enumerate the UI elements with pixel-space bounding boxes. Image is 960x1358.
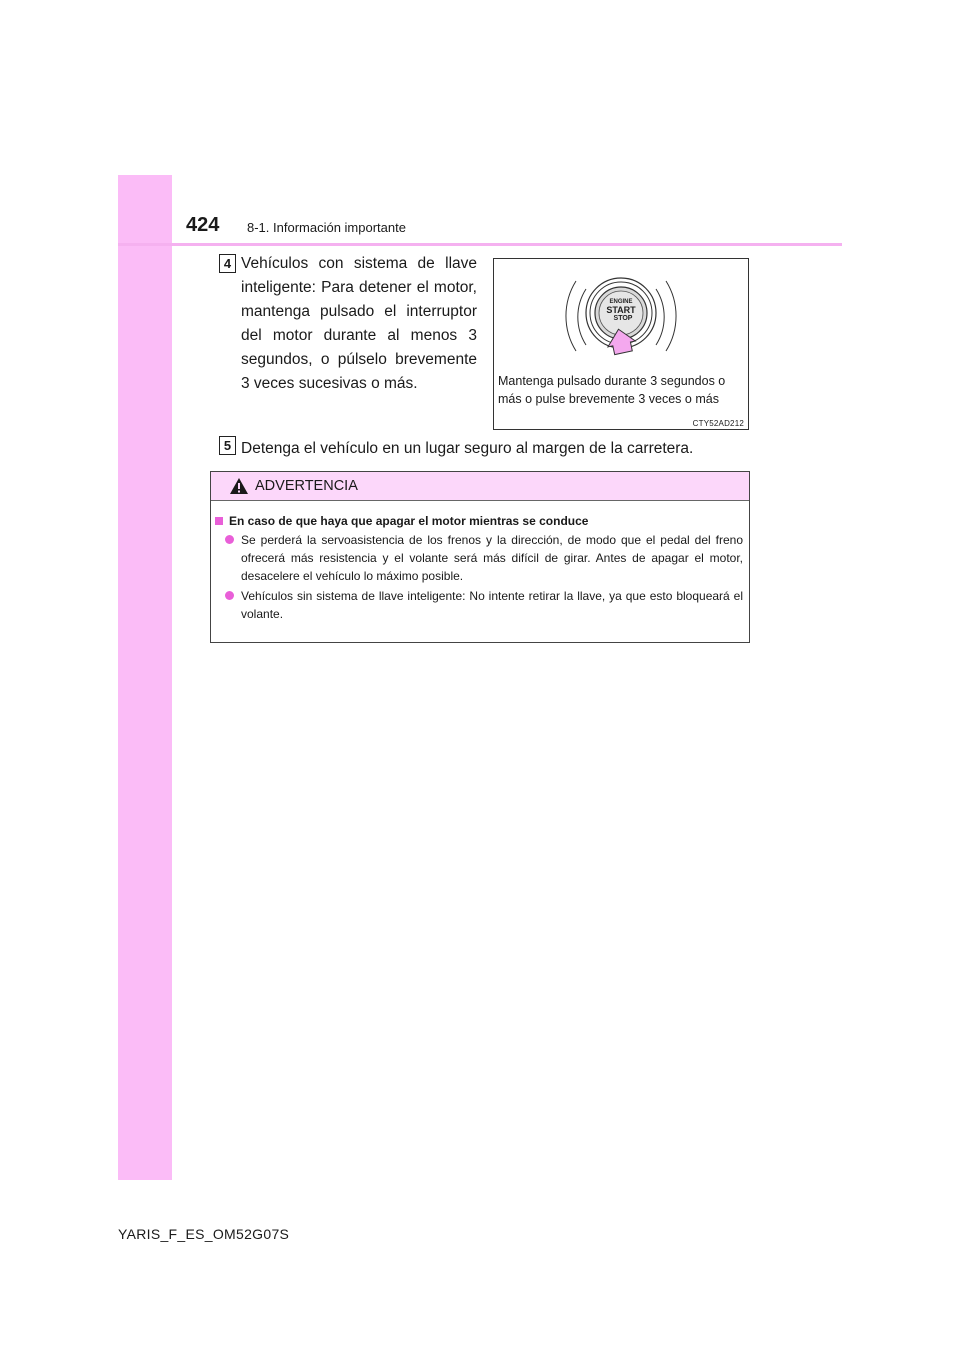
step-5-text: Detenga el vehículo en un lugar seguro al margen de la carretera. — [241, 440, 694, 457]
document-code: YARIS_F_ES_OM52G07S — [118, 1226, 290, 1242]
button-text-start: START — [606, 305, 636, 315]
square-bullet-icon — [215, 517, 223, 525]
warning-subtitle-text: En caso de que haya que apagar el motor mientras se conduce — [229, 514, 589, 528]
warning-item — [225, 531, 743, 585]
warning-header — [211, 472, 749, 501]
section-title: 8-1. Información importante — [247, 220, 406, 235]
page-number: 424 — [186, 214, 220, 236]
warning-subtitle — [215, 514, 588, 528]
step-4-text: Vehículos con sistema de llave inteligente: Para detener el motor, mantenga pulsado el interruptor del motor durante al menos 3 segundos, o púlselo brevemente 3 veces sucesivas o más. — [241, 255, 477, 392]
figure-caption: Mantenga pulsado durante 3 segundos o más o pulse brevemente 3 veces o más — [498, 374, 726, 406]
warning-triangle-icon — [229, 477, 249, 495]
warning-item-text: Se perderá la servoasistencia de los frenos y la dirección, de modo que el pedal del freno ofrecerá más resistencia y el volante será más difícil de girar. Antes de apagar el motor, desacelere el vehículo lo máximo posible. — [241, 533, 743, 583]
button-text-stop: STOP — [613, 315, 633, 322]
figure-code: CTY52AD212 — [692, 419, 744, 428]
warning-box — [210, 471, 750, 643]
bullet-dot-icon — [225, 535, 234, 544]
warning-item — [225, 587, 743, 623]
engine-switch-figure — [493, 258, 749, 430]
step-5-marker: 5 — [219, 436, 236, 455]
page-side-tab — [118, 175, 172, 1180]
warning-item-text: Vehículos sin sistema de llave inteligente: No intente retirar la llave, ya que esto bloqueará el volante. — [241, 589, 743, 621]
warning-title: ADVERTENCIA — [255, 478, 358, 494]
bullet-dot-icon — [225, 591, 234, 600]
header-divider — [118, 243, 842, 246]
step-4-marker: 4 — [219, 254, 236, 273]
button-text-engine: ENGINE — [609, 299, 633, 305]
